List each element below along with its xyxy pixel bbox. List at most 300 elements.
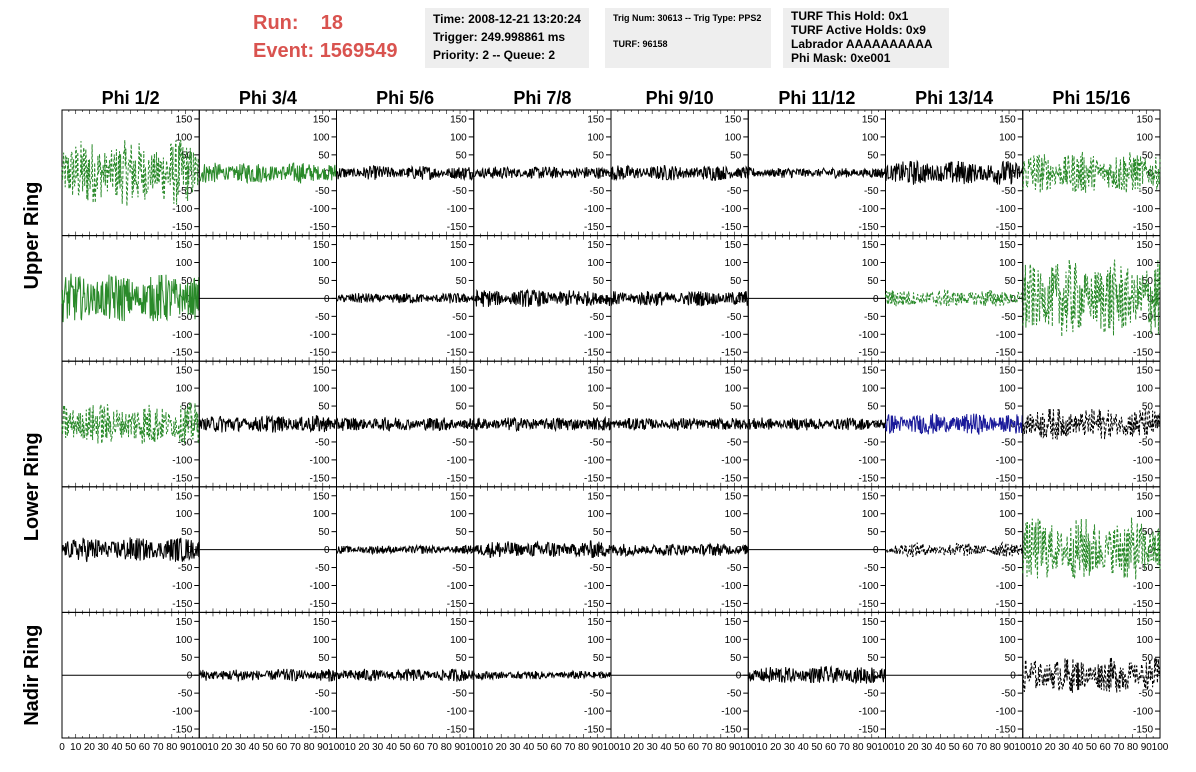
y-tick-label: 150 [312,365,330,377]
y-tick-label: -50 [864,311,879,323]
y-tick-label: -150 [172,473,193,485]
y-tick-label: -150 [172,347,193,359]
y-tick-label: 100 [861,509,879,521]
y-tick-label: -150 [583,222,604,234]
y-tick-label: 0 [323,419,330,431]
x-tick-label: 10 [1030,742,1043,753]
y-tick-label: 150 [724,616,742,628]
x-tick-label: 70 [564,742,576,753]
y-tick-label: 150 [312,616,330,628]
y-tick-label: 50 [867,150,879,162]
y-tick-label: -100 [858,329,879,341]
y-tick-label: 100 [724,634,742,646]
y-tick-label: -150 [583,473,604,485]
waveform-trace [886,414,1023,435]
y-tick-label: 0 [598,168,604,180]
y-tick-label: -150 [858,347,879,359]
turf-hold-line: TURF This Hold: 0x1 [791,9,909,23]
x-tick-label: 100 [465,742,483,753]
y-tick-label: -100 [446,455,467,467]
y-tick-label: 150 [1136,240,1153,252]
y-tick-label: 0 [323,670,330,682]
y-tick-label: 150 [175,114,193,126]
y-tick-label: -100 [172,580,193,592]
y-tick-label: 100 [587,509,604,521]
y-tick-label: 50 [455,275,467,287]
y-tick-label: -100 [721,455,742,467]
y-tick-label: 50 [181,275,193,287]
y-tick-label: 0 [735,168,742,180]
y-tick-label: 150 [861,491,879,503]
y-tick-label: 50 [730,401,742,413]
y-tick-label: 100 [312,132,330,144]
x-tick-label: 60 [825,742,837,753]
y-tick-label: -150 [446,473,467,485]
y-tick-label: 150 [861,114,879,126]
y-tick-label: -100 [446,329,467,341]
y-tick-label: 100 [1136,132,1153,144]
y-tick-label: -50 [1001,186,1016,198]
y-tick-label: 50 [867,652,879,664]
y-tick-label: 150 [861,240,879,252]
turf-line: TURF: 96158 [613,39,668,49]
waveform-trace [337,669,474,682]
y-tick-label: -50 [1001,688,1016,700]
x-tick-label: 20 [1044,742,1056,753]
y-tick-label: 0 [598,419,604,431]
y-tick-label: 100 [312,258,330,270]
y-tick-label: 0 [461,168,467,180]
y-tick-label: 50 [730,652,742,664]
x-tick-label: 40 [934,742,946,753]
x-tick-label: 40 [523,742,535,753]
y-tick-label: 0 [872,168,879,180]
y-tick-label: 100 [861,383,879,395]
x-tick-label: 90 [454,742,466,753]
y-tick-label: 100 [450,509,467,521]
y-tick-label: 0 [735,545,742,557]
y-tick-label: 50 [455,401,467,413]
y-tick-label: -100 [583,204,604,216]
x-tick-label: 100 [328,742,345,753]
y-tick-label: -150 [446,347,467,359]
y-tick-label: 50 [1141,275,1153,287]
x-tick-label: 50 [262,742,274,753]
y-tick-label: -50 [452,563,467,575]
waveform-trace [1023,260,1160,337]
x-tick-label: 70 [427,742,439,753]
y-tick-label: -100 [309,455,330,467]
y-tick-label: -100 [309,204,330,216]
x-tick-label: 50 [674,742,686,753]
y-tick-label: 50 [730,275,742,287]
y-tick-label: 50 [592,652,604,664]
x-tick-label: 30 [97,742,109,753]
y-tick-label: 100 [999,509,1016,521]
y-tick-label: 150 [724,491,742,503]
y-tick-label: -100 [1132,455,1153,467]
waveform-trace [474,167,611,179]
x-tick-label: 30 [783,742,795,753]
x-tick-label: 80 [303,742,315,753]
y-tick-label: -50 [452,311,467,323]
x-tick-label: 80 [440,742,452,753]
y-tick-label: -50 [177,563,193,575]
waveform-trace [748,168,885,179]
y-tick-label: 150 [1136,114,1153,126]
y-tick-label: 150 [587,616,604,628]
waveform-trace [474,290,611,307]
y-tick-label: 100 [175,383,193,395]
y-tick-label: 50 [318,275,330,287]
y-tick-label: -100 [1132,580,1153,592]
x-tick-label: 30 [646,742,658,753]
y-tick-label: 0 [323,168,330,180]
y-tick-label: 150 [312,114,330,126]
column-header: Phi 11/12 [778,88,856,108]
y-tick-label: 100 [999,634,1016,646]
y-tick-label: 50 [455,527,467,539]
y-tick-label: 100 [175,509,193,521]
x-tick-label: 70 [152,742,164,753]
y-tick-label: 50 [1141,527,1153,539]
y-tick-label: 100 [450,258,467,270]
y-tick-label: 150 [861,365,879,377]
phi-mask-line: Phi Mask: 0xe001 [791,51,891,65]
y-tick-label: -50 [452,688,467,700]
y-tick-label: 0 [1010,419,1016,431]
y-tick-label: -100 [172,329,193,341]
x-tick-label: 60 [550,742,562,753]
y-tick-label: 150 [175,240,193,252]
waveform-trace [337,545,474,557]
y-tick-label: 0 [186,168,193,180]
y-tick-label: 0 [186,545,193,557]
y-tick-label: 100 [312,383,330,395]
y-tick-label: 50 [1141,150,1153,162]
y-tick-label: -50 [315,311,330,323]
y-tick-label: 50 [867,527,879,539]
y-tick-label: 0 [735,670,742,682]
y-tick-label: 50 [455,652,467,664]
y-tick-label: -150 [858,598,879,610]
x-tick-label: 30 [234,742,246,753]
y-tick-label: 0 [735,293,742,305]
y-tick-label: -100 [446,580,467,592]
x-tick-label: 70 [289,742,301,753]
x-tick-label: 80 [1126,742,1139,753]
ring-label: Lower Ring [21,432,43,542]
y-tick-label: 0 [186,670,193,682]
x-tick-label: 50 [948,742,960,753]
y-tick-label: 0 [1010,545,1016,557]
column-header: Phi 1/2 [101,88,160,108]
y-tick-label: -100 [995,329,1016,341]
y-tick-label: 150 [1136,365,1153,377]
y-tick-label: -150 [446,222,467,234]
y-tick-label: -100 [995,706,1016,718]
y-tick-label: -50 [726,186,742,198]
x-tick-label: 10 [207,742,219,753]
y-tick-label: -50 [1138,563,1153,575]
y-tick-label: 0 [1010,293,1016,305]
y-tick-label: 150 [724,114,742,126]
y-tick-label: -50 [589,186,604,198]
trig-num-line: Trig Num: 30613 -- Trig Type: PPS2 [613,13,762,23]
waveform-trace [199,669,336,682]
y-tick-label: -50 [315,186,330,198]
y-tick-label: 150 [999,365,1016,377]
y-tick-label: 150 [1136,616,1153,628]
waveform-trace [199,163,336,184]
y-tick-label: -100 [1132,329,1153,341]
y-tick-label: 100 [724,132,742,144]
y-tick-label: 50 [181,652,193,664]
y-tick-label: -50 [177,688,193,700]
y-tick-label: -150 [1132,222,1153,234]
x-tick-label: 0 [59,742,65,753]
x-tick-label: 20 [770,742,782,753]
y-tick-label: -50 [589,311,604,323]
y-tick-label: 0 [872,545,879,557]
y-tick-label: 100 [175,634,193,646]
y-tick-label: 0 [323,293,330,305]
y-tick-label: 150 [450,616,467,628]
waveform-trace [199,415,336,432]
y-tick-label: 100 [999,258,1016,270]
x-tick-label: 20 [907,742,919,753]
waveform-trace [748,667,885,684]
y-tick-label: -100 [858,455,879,467]
y-tick-label: -100 [583,706,604,718]
column-header: Phi 13/14 [915,88,994,108]
y-tick-label: 0 [872,419,879,431]
y-tick-label: 150 [861,616,879,628]
y-tick-label: -150 [1132,473,1153,485]
turf-active-line: TURF Active Holds: 0x9 [791,23,926,37]
x-tick-label: 100 [877,742,894,753]
y-tick-label: 50 [181,150,193,162]
x-tick-label: 20 [221,742,233,753]
waveform-trace [611,291,748,306]
y-tick-label: 150 [587,365,604,377]
y-tick-label: -150 [721,347,742,359]
y-tick-label: 50 [1141,652,1153,664]
y-tick-label: -150 [995,473,1016,485]
y-tick-label: -50 [1001,563,1016,575]
x-tick-label: 10 [893,742,905,753]
y-tick-label: 150 [450,491,467,503]
x-tick-label: 100 [602,742,620,753]
y-tick-label: -100 [309,329,330,341]
waveform-trace [611,166,748,181]
y-tick-label: 0 [461,670,467,682]
y-tick-label: -100 [995,580,1016,592]
x-tick-label: 60 [1099,742,1111,753]
y-tick-label: -50 [1001,311,1016,323]
y-tick-label: -50 [864,186,879,198]
y-tick-label: -150 [995,598,1016,610]
y-tick-label: 150 [175,491,193,503]
y-tick-label: 50 [318,150,330,162]
panel-frame [1023,487,1160,613]
y-tick-label: 50 [592,401,604,413]
x-tick-label: 20 [358,742,370,753]
waveform-trace [337,293,474,303]
x-tick-label: 100 [1014,742,1032,753]
y-tick-label: 150 [724,240,742,252]
waveform-trace [337,417,474,431]
waveform-trace [1023,409,1160,440]
y-tick-label: -50 [452,186,467,198]
y-tick-label: -150 [309,222,330,234]
y-tick-label: -150 [172,222,193,234]
time-line: Time: 2008-12-21 13:20:24 [433,12,581,26]
y-tick-label: 100 [999,132,1016,144]
y-tick-label: 0 [735,419,742,431]
y-tick-label: -50 [177,437,193,449]
x-tick-label: 100 [1151,742,1169,753]
y-tick-label: -150 [172,724,193,736]
y-tick-label: 150 [724,365,742,377]
waveform-trace [611,418,748,430]
y-tick-label: 100 [724,383,742,395]
x-tick-label: 100 [739,742,757,753]
y-tick-label: -50 [315,688,330,700]
y-tick-label: 50 [1004,150,1016,162]
y-tick-label: -150 [309,347,330,359]
y-tick-label: -100 [446,204,467,216]
waveform-trace [886,161,1023,185]
x-tick-label: 80 [577,742,590,753]
x-tick-label: 60 [962,742,974,753]
y-tick-label: 50 [1004,652,1016,664]
y-tick-label: -150 [721,222,742,234]
y-tick-label: 150 [1136,491,1153,503]
y-tick-label: 100 [861,132,879,144]
x-tick-label: 40 [1072,742,1084,753]
y-tick-label: 100 [175,132,193,144]
y-tick-label: -50 [726,563,742,575]
y-tick-label: -100 [309,580,330,592]
y-tick-label: 50 [592,150,604,162]
y-tick-label: 100 [861,258,879,270]
waveform-trace [337,166,474,180]
y-tick-label: 100 [1136,634,1153,646]
x-tick-label: 50 [536,742,548,753]
event-label: Event: 1569549 [253,40,398,62]
ring-label: Nadir Ring [21,624,43,726]
y-tick-label: 0 [461,545,467,557]
y-tick-label: 0 [598,293,604,305]
y-tick-label: 50 [592,527,604,539]
y-tick-label: 0 [1147,293,1153,305]
waveform-trace [1023,658,1160,693]
x-tick-label: 50 [399,742,411,753]
ring-label: Upper Ring [21,181,43,290]
y-tick-label: -50 [315,437,330,449]
x-tick-label: 90 [1140,742,1152,753]
y-tick-label: -50 [1138,688,1153,700]
y-tick-label: 100 [312,509,330,521]
run-value: 18 [320,12,344,34]
y-tick-label: 0 [461,419,467,431]
x-tick-label: 90 [317,742,329,753]
y-tick-label: -50 [726,437,742,449]
y-tick-label: 50 [1141,401,1153,413]
y-tick-label: -100 [995,204,1016,216]
x-tick-label: 40 [797,742,809,753]
y-tick-label: 50 [1004,401,1016,413]
y-tick-label: 0 [872,293,879,305]
y-tick-label: -100 [721,706,742,718]
x-tick-label: 30 [372,742,384,753]
y-tick-label: 100 [175,258,193,270]
x-tick-label: 40 [111,742,123,753]
y-tick-label: 50 [181,401,193,413]
x-tick-label: 80 [166,742,178,753]
y-tick-label: -150 [995,347,1016,359]
y-tick-label: -150 [583,598,604,610]
y-tick-label: 0 [1010,670,1016,682]
y-tick-label: 0 [186,419,193,431]
column-header: Phi 9/10 [645,88,714,108]
waveform-trace [611,544,748,556]
x-tick-label: 60 [687,742,699,753]
y-tick-label: -150 [309,598,330,610]
y-tick-label: 50 [592,275,604,287]
x-tick-label: 10 [344,742,356,753]
y-tick-label: -150 [995,222,1016,234]
trigger-line: Trigger: 249.998861 ms [433,30,566,44]
column-header: Phi 15/16 [1052,88,1131,108]
y-tick-label: 100 [450,132,467,144]
x-tick-label: 40 [660,742,672,753]
x-tick-label: 40 [385,742,397,753]
x-tick-label: 50 [1085,742,1097,753]
y-tick-label: -100 [309,706,330,718]
y-tick-label: -150 [858,222,879,234]
y-tick-label: -50 [177,186,193,198]
y-tick-label: 0 [186,293,193,305]
waveform-trace [62,537,199,562]
y-tick-label: 100 [450,383,467,395]
y-tick-label: 0 [1147,670,1153,682]
y-tick-label: -150 [721,724,742,736]
y-tick-label: -50 [177,311,193,323]
y-tick-label: 50 [318,401,330,413]
x-tick-label: 20 [83,742,96,753]
y-tick-label: -50 [726,311,742,323]
y-tick-label: -100 [583,329,604,341]
y-tick-label: 100 [587,132,604,144]
y-tick-label: -150 [1132,598,1153,610]
y-tick-label: 50 [730,150,742,162]
y-tick-label: 100 [724,509,742,521]
y-tick-label: 150 [999,114,1016,126]
x-tick-label: 40 [248,742,260,753]
y-tick-label: -150 [309,724,330,736]
y-tick-label: 150 [312,240,330,252]
y-tick-label: -50 [864,563,879,575]
y-tick-label: -100 [172,204,193,216]
y-tick-label: 150 [450,240,467,252]
y-tick-label: -50 [589,563,604,575]
y-tick-label: 0 [1147,419,1153,431]
y-tick-label: 150 [450,114,467,126]
y-tick-label: 50 [867,275,879,287]
y-tick-label: -150 [583,724,604,736]
